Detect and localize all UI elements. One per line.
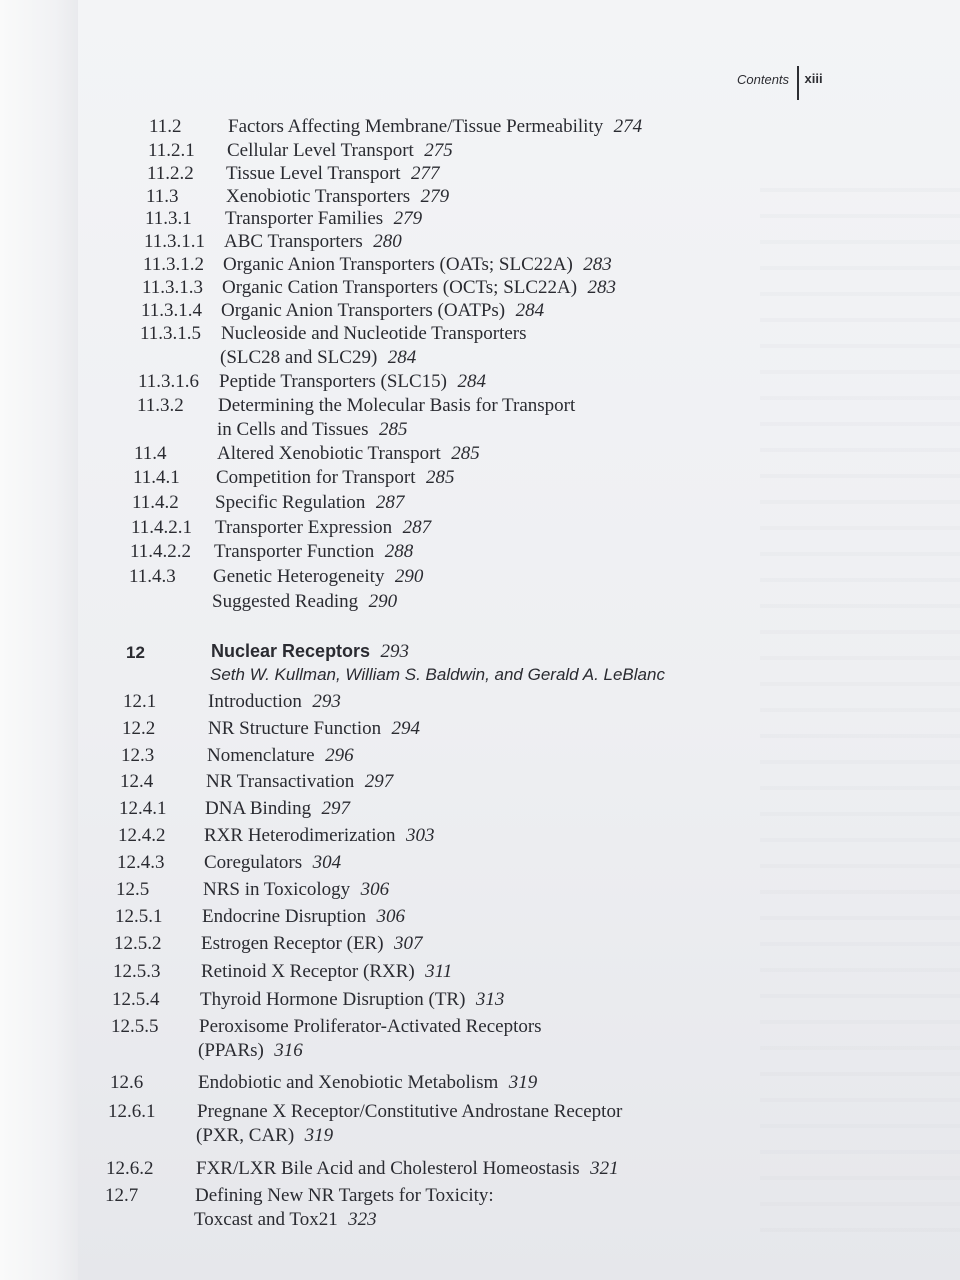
- entry-page-number: 316: [274, 1040, 303, 1061]
- entry-title: Peroxisome Proliferator-Activated Receptors: [199, 1016, 542, 1037]
- entry-number: 12.4: [120, 771, 154, 792]
- entry-page-number: 283: [587, 277, 617, 298]
- entry-number: 11.3.1.4: [141, 300, 203, 321]
- entry-title-line2: in Cells and Tissues: [217, 419, 369, 440]
- entry-number: 12.2: [122, 718, 156, 739]
- entry-page-number: 293: [312, 691, 341, 712]
- entry-page-number: 274: [613, 116, 643, 137]
- entry-title: Nucleoside and Nucleotide Transporters: [221, 323, 527, 344]
- entry-page-number: 293: [380, 641, 410, 662]
- entry-page-number: 285: [425, 467, 455, 488]
- entry-page-number: 284: [515, 300, 545, 321]
- entry-title-line2: Toxcast and Tox21: [194, 1209, 338, 1230]
- entry-page-number: 294: [391, 718, 421, 739]
- entry-number: 12.5: [116, 879, 150, 900]
- entry-number: 12.5.3: [113, 961, 161, 982]
- entry-title: Endobiotic and Xenobiotic Metabolism: [198, 1072, 499, 1093]
- entry-page-number: 323: [348, 1209, 377, 1230]
- entry-title-continuation: [196, 1125, 333, 1147]
- entry-page-number: 304: [312, 852, 342, 873]
- entry-page-number: 313: [475, 989, 505, 1010]
- entry-title: Retinoid X Receptor (RXR): [201, 961, 415, 982]
- entry-page-number: 319: [508, 1072, 538, 1093]
- entry-title: NR Transactivation: [206, 771, 355, 792]
- entry-title: Estrogen Receptor (ER): [201, 933, 384, 954]
- entry-title: Factors Affecting Membrane/Tissue Permeability: [228, 116, 604, 137]
- entry-page-number: 285: [378, 419, 408, 440]
- entry-number: 11.4.2.2: [130, 541, 192, 562]
- entry-title: Organic Cation Transporters (OCTs; SLC22A): [222, 277, 578, 298]
- entry-title: Endocrine Disruption: [202, 906, 367, 927]
- entry-page-number: 283: [583, 254, 612, 275]
- entry-number: 11.3.1.6: [138, 371, 200, 392]
- entry-number: 12.6: [110, 1072, 144, 1093]
- entry-number: 11.3.1.3: [142, 277, 204, 298]
- entry-page-number: 288: [384, 541, 414, 562]
- entry-title: Organic Anion Transporters (OATs; SLC22A): [223, 254, 573, 275]
- entry-number: 12.4.1: [119, 798, 167, 819]
- entry-title: Pregnane X Receptor/Constitutive Androstane Receptor: [197, 1101, 623, 1122]
- entry-page-number: 297: [321, 798, 351, 819]
- book-gutter-shadow: [0, 0, 78, 1280]
- entry-page-number: 284: [387, 347, 417, 368]
- running-header-label: Contents: [737, 72, 790, 87]
- entry-title: Genetic Heterogeneity: [213, 566, 385, 587]
- entry-page-number: 290: [368, 591, 398, 612]
- entry-title-continuation: [198, 1040, 303, 1062]
- entry-title: Coregulators: [204, 852, 303, 873]
- entry-title: Thyroid Hormone Disruption (TR): [200, 989, 466, 1010]
- entry-number: 12.6.2: [106, 1158, 154, 1179]
- entry-number: 12: [126, 643, 145, 662]
- entry-title: Introduction: [208, 691, 302, 712]
- entry-title: RXR Heterodimerization: [204, 825, 396, 846]
- entry-page-number: 285: [451, 443, 480, 464]
- entry-number: 11.3.1.5: [140, 323, 202, 344]
- entry-page-number: 307: [394, 933, 423, 954]
- entry-title: Transporter Expression: [215, 517, 393, 538]
- entry-number: 11.2.2: [147, 163, 194, 184]
- entry-number: 12.5.4: [112, 989, 160, 1010]
- entry-page-number: 296: [325, 745, 354, 766]
- entry-page-number: 279: [420, 186, 450, 207]
- entry-number: 12.7: [105, 1185, 139, 1206]
- entry-number: 11.4.2: [132, 492, 179, 513]
- entry-title: NR Structure Function: [208, 718, 382, 739]
- entry-title: Organic Anion Transporters (OATPs): [221, 300, 506, 321]
- entry-number: 12.5.1: [115, 906, 163, 927]
- entry-number: 11.4.1: [133, 467, 180, 488]
- entry-title-line2: (PPARs): [198, 1040, 264, 1061]
- entry-title: ABC Transporters: [224, 231, 363, 252]
- entry-number: 11.3.1: [145, 208, 192, 229]
- entry-title: Transporter Function: [214, 541, 375, 562]
- entry-number: 11.4.3: [129, 566, 176, 587]
- entry-number: 11.4: [134, 443, 167, 464]
- entry-page-number: 275: [424, 140, 453, 161]
- entry-page-number: 284: [457, 371, 486, 392]
- entry-number: 12.4.3: [117, 852, 165, 873]
- entry-number: 11.3.2: [137, 395, 184, 416]
- entry-number: 12.6.1: [108, 1101, 156, 1122]
- entry-number: 12.4.2: [118, 825, 166, 846]
- entry-number: 11.2: [149, 116, 182, 137]
- entry-number: 11.2.1: [148, 140, 195, 161]
- entry-title: Competition for Transport: [216, 467, 416, 488]
- entry-title: Specific Regulation: [215, 492, 366, 513]
- entry-title: Defining New NR Targets for Toxicity:: [195, 1185, 494, 1206]
- page-number: xiii: [804, 71, 823, 86]
- entry-page-number: 279: [393, 208, 423, 229]
- entry-title: Tissue Level Transport: [226, 163, 401, 184]
- header-rule: [797, 66, 799, 100]
- entry-number: 12.5.5: [111, 1016, 159, 1037]
- entry-title: Nomenclature: [207, 745, 315, 766]
- entry-page-number: 306: [376, 906, 406, 927]
- entry-page-number: 290: [394, 566, 424, 587]
- entry-page-number: 311: [425, 961, 453, 982]
- entry-page-number: 306: [360, 879, 390, 900]
- entry-title-continuation: [217, 419, 407, 441]
- entry-title: Suggested Reading: [212, 591, 359, 612]
- running-header: [737, 66, 823, 100]
- entry-title: Determining the Molecular Basis for Transport: [218, 395, 576, 416]
- entry-page-number: 319: [304, 1125, 334, 1146]
- entry-page-number: 321: [590, 1158, 619, 1179]
- entry-page-number: 303: [405, 825, 435, 846]
- entry-title-line2: (PXR, CAR): [196, 1125, 295, 1146]
- entry-number: 12.1: [123, 691, 157, 712]
- entry-title-line2: (SLC28 and SLC29): [220, 347, 378, 368]
- entry-title: NRS in Toxicology: [203, 879, 351, 900]
- entry-page-number: 287: [375, 492, 405, 513]
- entry-number: 12.5.2: [114, 933, 162, 954]
- entry-number: 11.3.1.1: [144, 231, 206, 252]
- chapter-authors: Seth W. Kullman, William S. Baldwin, and Gerald A. LeBlanc: [210, 665, 665, 684]
- entry-title: Xenobiotic Transporters: [226, 186, 411, 207]
- entry-number: 11.4.2.1: [131, 517, 193, 538]
- entry-title: Cellular Level Transport: [227, 140, 414, 161]
- entry-page-number: 297: [364, 771, 394, 792]
- entry-page-number: 277: [410, 163, 440, 184]
- entry-title: FXR/LXR Bile Acid and Cholesterol Homeostasis: [196, 1158, 580, 1179]
- entry-title-continuation: [220, 347, 416, 369]
- entry-title: Peptide Transporters (SLC15): [219, 371, 447, 392]
- entry-number: 11.3: [146, 186, 179, 207]
- entry-number: 12.3: [121, 745, 155, 766]
- entry-page-number: 287: [402, 517, 432, 538]
- entry-title: DNA Binding: [205, 798, 312, 819]
- entry-number: 11.3.1.2: [143, 254, 205, 275]
- entry-title: Altered Xenobiotic Transport: [217, 443, 441, 464]
- bleed-through-text: [760, 170, 960, 1250]
- entry-page-number: 280: [373, 231, 402, 252]
- entry-title: Transporter Families: [225, 208, 384, 229]
- chapter-title: Nuclear Receptors: [211, 641, 371, 661]
- entry-title-continuation: [194, 1209, 377, 1231]
